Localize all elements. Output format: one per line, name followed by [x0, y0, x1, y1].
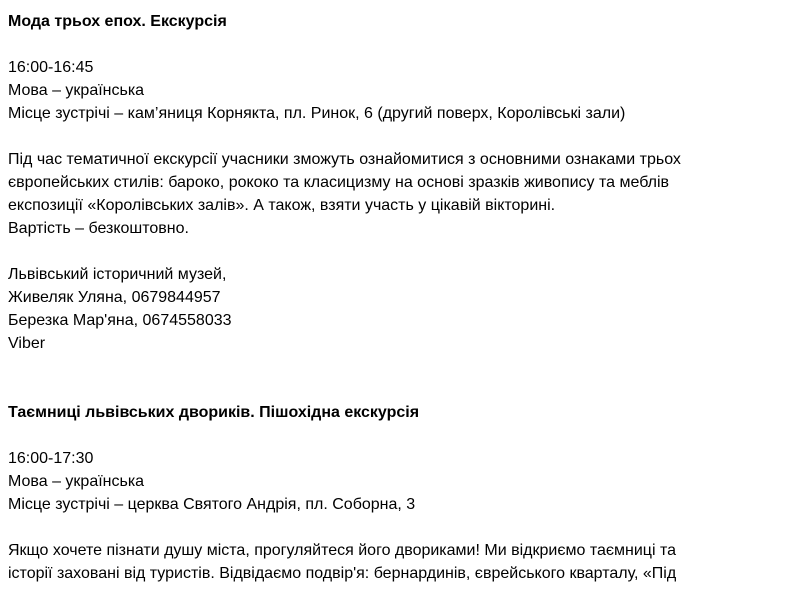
event-time: 16:00-16:45 — [8, 59, 94, 76]
event-language: Мова – українська — [8, 473, 145, 490]
event-meeting-place: Місце зустрічі – кам’яниця Корнякта, пл. Ринок, 6 (другий поверх, Королівські зали) — [8, 105, 626, 122]
event-price: Вартість – безкоштовно. — [8, 220, 189, 237]
spacer — [8, 125, 797, 148]
event-description-line: історії заховані від туристів. Відвідаємо подвір'я: бернардинів, єврейського кварталу, «Під — [8, 565, 677, 582]
event-meeting-place: Місце зустрічі – церква Святого Андрія, пл. Соборна, 3 — [8, 496, 416, 513]
contact-messenger: Viber — [8, 335, 46, 352]
event-title: Таємниці львівських двориків. Пішохідна екскурсія — [8, 404, 420, 421]
spacer — [8, 516, 797, 539]
spacer — [8, 33, 797, 56]
contact-person: Живеляк Уляна, 0679844957 — [8, 289, 221, 306]
contact-person: Березка Мар'яна, 0674558033 — [8, 312, 232, 329]
event-description-line: Якщо хочете пізнати душу міста, прогуляйтеся його двориками! Ми відкриємо таємниці та — [8, 542, 677, 559]
event-time: 16:00-17:30 — [8, 450, 94, 467]
event-description-line: експозиції «Королівських залів». А також, взяти участь у цікавій вікторині. — [8, 197, 556, 214]
event-title: Мода трьох епох. Екскурсія — [8, 13, 227, 30]
event-description-line: європейських стилів: бароко, рококо та класицизму на основі зразків живопису та меблів — [8, 174, 670, 191]
spacer — [8, 424, 797, 447]
event-lviv-courtyards — [8, 401, 797, 585]
event-description-line: Під час тематичної екскурсії учасники зможуть ознайомитися з основними ознаками трьох — [8, 151, 681, 168]
event-language: Мова – українська — [8, 82, 145, 99]
contact-organization: Львівський історичний музей, — [8, 266, 227, 283]
spacer — [8, 240, 797, 263]
event-fashion-three-eras — [8, 10, 797, 355]
